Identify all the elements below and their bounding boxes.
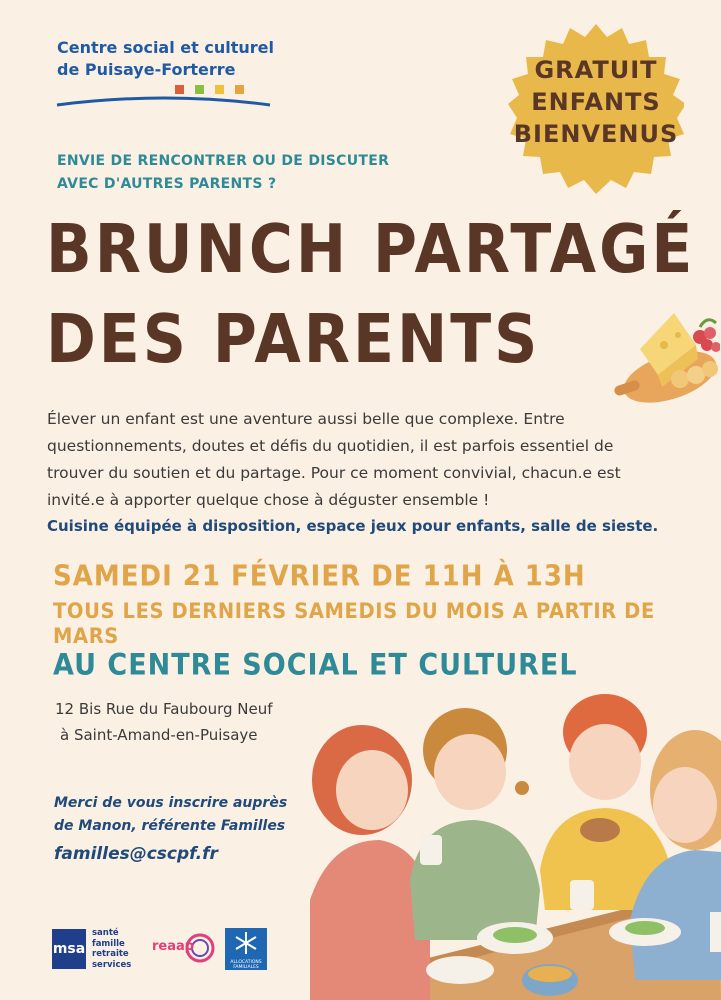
intro-line2: AVEC D'AUTRES PARENTS ? <box>57 176 277 192</box>
badge-line2: ENFANTS <box>531 88 661 116</box>
msa-tagline <box>92 928 131 970</box>
registration-note-line2: de Manon, référente Familles <box>54 818 286 834</box>
address-line2: à Saint-Amand-en-Puisaye <box>60 726 258 744</box>
family-brunch-illustration <box>300 680 721 1000</box>
msa-line2: famille <box>92 938 125 949</box>
reaap-logo <box>150 932 216 966</box>
title-line1: BRUNCH PARTAGÉ <box>46 210 696 289</box>
org-name-line2: de Puisaye-Forterre <box>57 60 236 79</box>
contact-email[interactable]: familles@cscpf.fr <box>54 844 218 864</box>
event-date: SAMEDI 21 FÉVRIER DE 11H À 13H <box>53 560 586 593</box>
cheese-board-illustration <box>612 305 720 410</box>
logo-swoosh <box>55 93 275 111</box>
event-description <box>47 406 697 514</box>
title-line2: DES PARENTS <box>46 300 541 379</box>
org-name-line1: Centre social et culturel <box>57 38 274 57</box>
intro-question <box>57 150 389 196</box>
msa-line3: retraite <box>92 949 129 959</box>
reaap-logo-text: reaap <box>152 939 195 954</box>
event-title <box>46 205 695 384</box>
description-line3: trouver du soutien et du partage. Pour ce moment convivial, chacun.e est <box>47 464 621 482</box>
event-recurrence: TOUS LES DERNIERS SAMEDIS DU MOIS A PARTIR DE MARS <box>53 598 655 649</box>
intro-line1: ENVIE DE RENCONTRER OU DE DISCUTER <box>57 153 390 169</box>
caf-label: ALLOCATIONS FAMILIALES <box>230 960 262 970</box>
caf-snowflake-icon <box>225 928 267 958</box>
registration-note-line1: Merci de vous inscrire auprès <box>54 795 288 811</box>
msa-line1: santé <box>92 928 119 938</box>
free-badge-text <box>508 54 684 150</box>
description-line4: invité.e à apporter quelque chose à déguster ensemble ! <box>47 491 490 509</box>
msa-line4: services <box>92 959 132 970</box>
address-line1: 12 Bis Rue du Faubourg Neuf <box>55 700 273 718</box>
badge-line1: GRATUIT <box>534 56 658 84</box>
msa-logo <box>52 929 86 969</box>
description-line1: Élever un enfant est une aventure aussi belle que complexe. Entre <box>47 410 565 428</box>
event-venue: AU CENTRE SOCIAL ET CULTUREL <box>53 648 578 683</box>
badge-line3: BIENVENUS <box>513 120 679 148</box>
facilities-highlight: Cuisine équipée à disposition, espace jeux pour enfants, salle de sieste. <box>47 517 659 535</box>
description-line2: questionnements, doutes et défis du quotidien, il est parfois essentiel de <box>47 437 614 455</box>
msa-logo-text: msa <box>52 941 86 957</box>
